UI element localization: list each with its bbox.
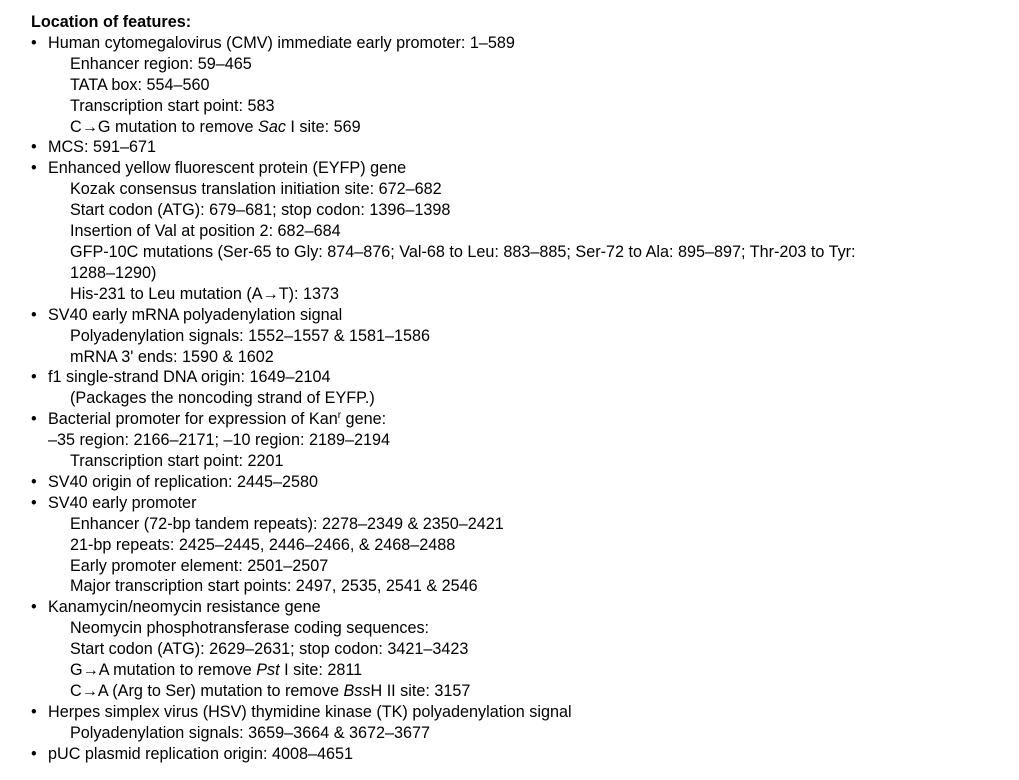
feature-detail-line: Major transcription start points: 2497, 2535, 2541 & 2546 [70,577,478,596]
feature-detail-text: H II site: 3157 [370,682,471,700]
feature-detail-line [70,681,1006,702]
restriction-enzyme-name: Sac [258,117,286,136]
feature-detail-line: His-231 to Leu mutation (A→T): 1373 [70,284,340,303]
bullet-glyph: • [31,368,37,387]
feature-detail-text: C→A (Arg to Ser) mutation to remove [70,682,344,700]
feature-item [31,597,1006,702]
feature-details [48,54,1006,138]
feature-detail-line: TATA box: 554–560 [70,75,210,94]
feature-detail-text: C→G mutation to remove [70,117,259,136]
feature-label: Human cytomegalovirus (CMV) immediate early promoter: 1–589 [48,33,515,52]
feature-detail-line [70,117,1006,138]
feature-item [31,367,1006,409]
bullet-glyph: • [31,159,37,178]
feature-detail-line: mRNA 3' ends: 1590 & 1602 [70,347,274,366]
feature-details [48,514,1006,598]
feature-item [31,702,1006,744]
feature-item [31,158,1006,304]
feature-detail-text: G→A mutation to remove [70,661,257,680]
feature-detail-line [48,430,1006,451]
feature-item [31,137,1006,158]
bullet-glyph: • [31,744,37,763]
feature-detail-text: I site: 2811 [279,661,363,680]
bullet-glyph: • [31,33,37,52]
feature-detail-text: I site: 569 [285,117,361,136]
feature-details [48,430,1006,472]
feature-label: Enhanced yellow fluorescent protein (EYFP) gene [48,159,407,178]
feature-detail-line: 1288–1290) [70,263,157,282]
feature-item [31,305,1006,368]
feature-detail-line: Early promoter element: 2501–2507 [70,556,329,575]
feature-label: SV40 early mRNA polyadenylation signal [48,305,343,324]
feature-label-text: Bacterial promoter for expression of Kan [48,410,338,429]
feature-label: SV40 origin of replication: 2445–2580 [48,472,318,491]
feature-detail-line: Neomycin phosphotransferase coding sequences: [70,619,430,638]
feature-detail-line [70,660,1006,681]
feature-label-text: gene: [341,410,387,429]
feature-details [48,179,1006,304]
bullet-glyph: • [31,305,37,324]
bullet-glyph: • [31,598,37,617]
feature-detail-line: Polyadenylation signals: 1552–1557 & 1581–1586 [70,326,431,345]
feature-detail-line: Kozak consensus translation initiation site: 672–682 [70,180,442,199]
feature-detail-line: Transcription start point: 2201 [70,452,284,471]
feature-label: Kanamycin/neomycin resistance gene [48,598,321,617]
feature-label: f1 single-strand DNA origin: 1649–2104 [48,368,331,387]
feature-label: SV40 early promoter [48,493,197,512]
bullet-glyph: • [31,702,37,721]
feature-label: MCS: 591–671 [48,138,156,157]
feature-detail-line: Enhancer (72-bp tandem repeats): 2278–2349 & 2350–2421 [70,514,504,533]
bullet-glyph: • [31,410,37,429]
feature-detail-line: Start codon (ATG): 679–681; stop codon: 1396–1398 [70,201,451,220]
feature-detail-line: Start codon (ATG): 2629–2631; stop codon: 3421–3423 [70,640,469,659]
feature-details [48,618,1006,702]
restriction-enzyme-name: Bss [343,682,371,700]
feature-detail-line: Insertion of Val at position 2: 682–684 [70,222,341,241]
feature-detail-line: 21-bp repeats: 2425–2445, 2446–2466, & 2468–2488 [70,535,456,554]
feature-detail-line: Transcription start point: 583 [70,96,275,115]
feature-item [31,33,1006,138]
feature-label-superscript: r [337,410,342,422]
bullet-glyph: • [31,493,37,512]
feature-detail-line: GFP-10C mutations (Ser-65 to Gly: 874–876; Val-68 to Leu: 883–885; Ser-72 to Ala: 895–897; Thr-203 to Tyr: [70,242,856,261]
feature-label: Herpes simplex virus (HSV) thymidine kinase (TK) polyadenylation signal [48,702,572,721]
bullet-glyph: • [31,138,37,157]
feature-item [31,493,1006,598]
feature-label [48,409,1006,430]
feature-list [31,33,1006,765]
feature-label: pUC plasmid replication origin: 4008–4651 [48,744,354,763]
feature-detail-line: Enhancer region: 59–465 [70,54,252,73]
feature-detail-line: (Packages the noncoding strand of EYFP.) [70,389,375,408]
feature-details [48,388,1006,409]
feature-item [31,409,1006,472]
bullet-glyph: • [31,472,37,491]
restriction-enzyme-name: Pst [256,661,280,680]
features-document [31,12,1006,765]
feature-detail-text: –35 region: 2166–2171; –10 region: 2189–2194 [48,431,391,450]
feature-details [48,326,1006,368]
feature-item [31,472,1006,493]
feature-details [48,723,1006,744]
feature-detail-line: Polyadenylation signals: 3659–3664 & 3672–3677 [70,723,431,742]
feature-item [31,744,1006,765]
document-title: Location of features: [31,13,192,31]
